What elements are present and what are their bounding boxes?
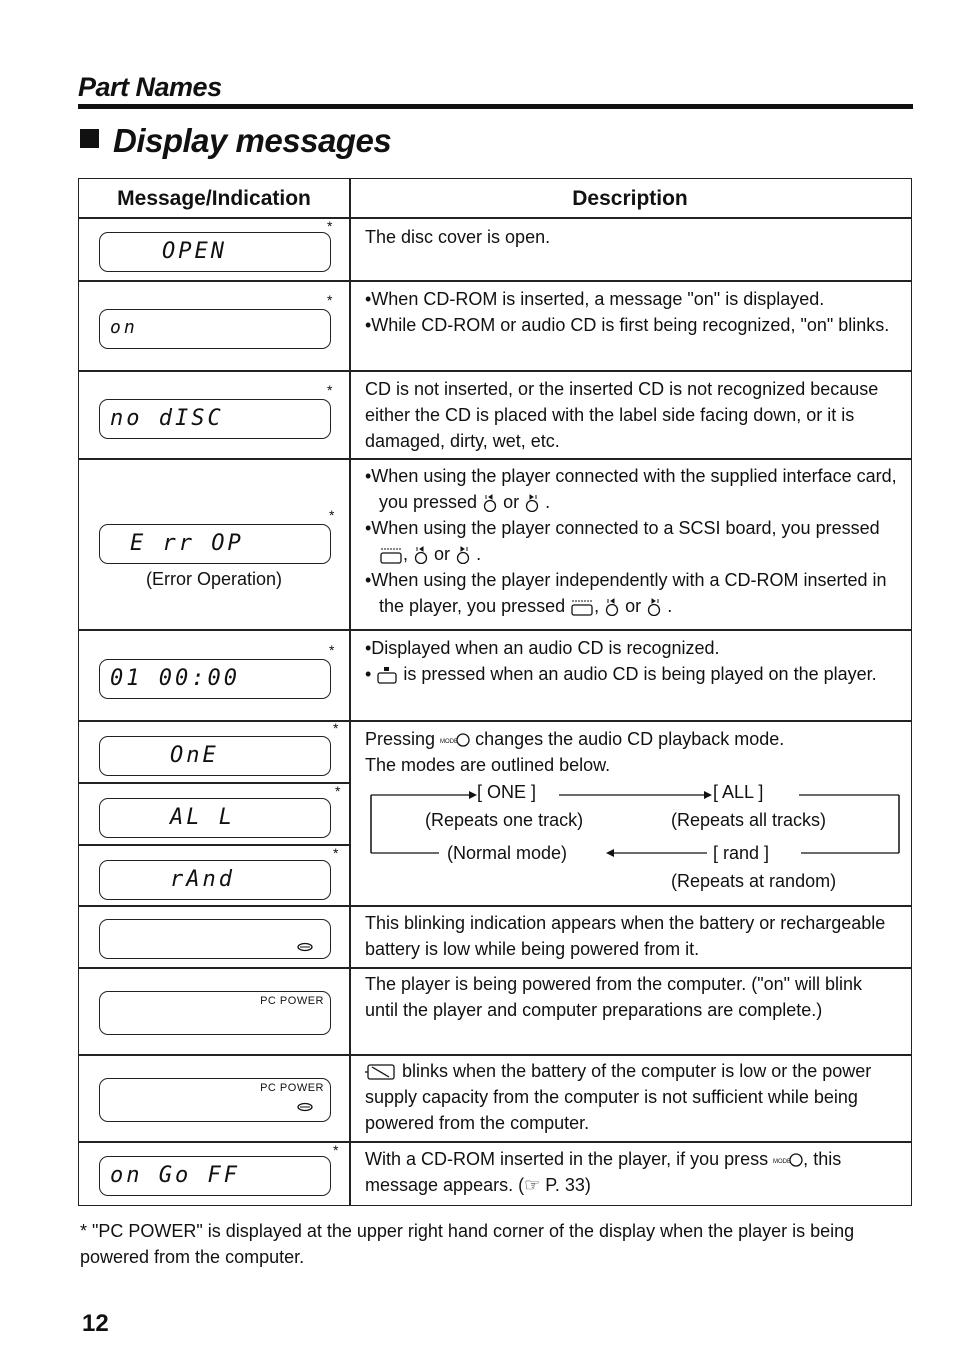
display-messages-table <box>78 178 912 1206</box>
stop-button-icon <box>376 666 398 684</box>
skip-back-button-icon <box>604 598 620 616</box>
lcd-display-track-time <box>99 659 331 699</box>
footnote-star: * <box>333 1142 339 1158</box>
battery-icon <box>296 1102 314 1112</box>
svg-text:MODE: MODE <box>440 739 459 746</box>
row-divider <box>79 782 349 784</box>
mode-normal-label: (Normal mode) <box>447 843 568 863</box>
lcd-display-no-disc <box>99 399 331 439</box>
mode-all-label: [ ALL ] <box>713 782 764 802</box>
mode-one-label: [ ONE ] <box>477 782 537 802</box>
pc-power-button-icon <box>379 546 403 564</box>
lcd-display-all <box>99 798 331 838</box>
computer-battery-icon <box>365 1063 397 1081</box>
row-divider <box>79 905 911 907</box>
desc-pc-battery-text: blinks when the battery of the computer is low or the power supply capacity from the computer is not sufficient while being powered from the computer. <box>365 1061 872 1133</box>
svg-text:MODE: MODE <box>773 1159 792 1166</box>
mode-rand-label: [ rand ] <box>713 843 770 863</box>
desc-error-text-3a: •When using the player independently with a CD-ROM inserted in the player, you pressed <box>365 570 887 616</box>
desc-error-bullet-1: •When using the player connected with the supplied interface card, you pressed or . <box>365 466 897 512</box>
row-divider <box>79 280 911 282</box>
lcd-text-one: OnE <box>170 743 219 768</box>
desc-error-text-1a: •When using the player connected with the supplied interface card, you pressed <box>365 466 897 512</box>
lcd-display-error <box>99 524 331 564</box>
footnote-star: * <box>329 507 335 523</box>
desc-on <box>365 286 900 338</box>
skip-back-button-icon <box>413 546 429 564</box>
row-divider <box>79 844 349 846</box>
lcd-display-open <box>99 232 331 272</box>
error-operation-caption: (Error Operation) <box>145 569 283 589</box>
skip-back-button-icon <box>482 494 498 512</box>
heading-text: Display messages <box>113 122 392 159</box>
footnote-star: * <box>329 642 335 658</box>
mode-one-desc: (Repeats one track) <box>425 810 584 830</box>
row-divider <box>79 720 911 722</box>
lcd-pc-power-text: PC POWER <box>260 1082 324 1094</box>
desc-error-bullet-3: •When using the player independently with a CD-ROM inserted in the player, you pressed , or . <box>365 570 887 616</box>
desc-battery: This blinking indication appears when the battery or rechargeable battery is low while being powered from it. <box>365 913 886 959</box>
row-divider <box>79 458 911 460</box>
desc-on-goff-text-a: With a CD-ROM inserted in the player, if you press <box>365 1149 769 1169</box>
desc-track-time-text-2: is pressed when an audio CD is being played on the player. <box>403 664 877 684</box>
page-number: 12 <box>82 1310 109 1337</box>
desc-track-time-bullet-1: •Displayed when an audio CD is recognized. <box>365 638 720 658</box>
desc-pc-battery <box>365 1058 900 1136</box>
desc-track-time <box>365 635 900 687</box>
lcd-text-no-disc: no dISC <box>110 406 224 431</box>
lcd-pc-power-text: PC POWER <box>260 995 324 1007</box>
lcd-display-on <box>99 309 331 349</box>
desc-play-mode-line-1 <box>365 726 900 752</box>
footnote-star: * <box>327 292 333 308</box>
desc-no-disc: CD is not inserted, or the inserted CD is not recognized because either the CD is placed with the label side facing down, or it is damaged, dirty, wet, etc. <box>365 379 879 451</box>
lcd-text-all: AL L <box>170 805 235 830</box>
footnote-star: * <box>333 720 339 736</box>
desc-pc-power: The player is being powered from the computer. ("on" will blink until the player and computer preparations are complete.) <box>365 974 863 1020</box>
battery-icon <box>296 942 314 952</box>
desc-play-mode-text-1b: changes the audio CD playback mode. <box>475 729 785 749</box>
footnote: * "PC POWER" is displayed at the upper right hand corner of the display when the player is being powered from the computer. <box>80 1221 855 1267</box>
lcd-text-on-goff: on Go FF <box>110 1163 240 1188</box>
mode-button-icon <box>773 1152 803 1168</box>
header-message: Message/Indication <box>117 187 311 210</box>
row-divider <box>79 370 911 372</box>
row-divider <box>79 1141 911 1143</box>
skip-forward-button-icon <box>455 546 471 564</box>
row-divider <box>79 967 911 969</box>
mode-rand-desc: (Repeats at random) <box>671 871 837 891</box>
row-divider <box>79 1054 911 1056</box>
lcd-text-on: on <box>110 317 138 338</box>
lcd-display-battery <box>99 919 331 959</box>
desc-track-time-bullet-2: • is pressed when an audio CD is being played on the player. <box>365 664 877 684</box>
play-mode-cycle-diagram <box>369 779 905 891</box>
column-divider <box>349 179 351 1205</box>
desc-on-goff: With a CD-ROM inserted in the player, if you press MODE , this message appears. (☞ P. 33) <box>365 1149 842 1195</box>
desc-error-text-1b: or <box>503 492 520 512</box>
footnote-star: * <box>327 382 333 398</box>
desc-error-bullet-2: •When using the player connected to a SCSI board, you pressed , or . <box>365 518 880 564</box>
page-heading <box>80 122 391 160</box>
desc-error-text-3b: or <box>625 596 642 616</box>
desc-on-bullet-1: •When CD-ROM is inserted, a message "on" is displayed. <box>365 289 825 309</box>
title-rule <box>78 104 913 109</box>
skip-forward-button-icon <box>524 494 540 512</box>
lcd-text-error: E rr OP <box>130 531 244 556</box>
row-divider <box>79 217 911 219</box>
lcd-display-pc-battery <box>99 1078 331 1122</box>
desc-play-mode-text-1a: Pressing <box>365 729 436 749</box>
lcd-text-rand: rAnd <box>170 867 235 892</box>
row-divider <box>79 629 911 631</box>
lcd-display-one <box>99 736 331 776</box>
mode-all-desc: (Repeats all tracks) <box>671 810 827 830</box>
lcd-display-rand <box>99 860 331 900</box>
lcd-display-on-goff <box>99 1156 331 1196</box>
lcd-text-track-time: 01 00:00 <box>110 666 240 691</box>
mode-button-icon <box>440 732 470 748</box>
heading-square-icon <box>80 129 99 148</box>
desc-error <box>365 463 900 619</box>
footnote-star: * <box>333 845 339 861</box>
desc-open: The disc cover is open. <box>365 227 551 247</box>
desc-on-bullet-2: •While CD-ROM or audio CD is first being recognized, "on" blinks. <box>365 315 890 335</box>
header-description: Description <box>572 187 688 210</box>
desc-error-text-2b: or <box>434 544 451 564</box>
desc-error-text-2a: •When using the player connected to a SCSI board, you pressed <box>365 518 880 538</box>
section-title: Part Names <box>78 72 222 102</box>
desc-on-goff-text-b: this message appears. (☞ P. 33) <box>365 1149 842 1195</box>
lcd-display-pc-power <box>99 991 331 1035</box>
footnote-star: * <box>327 218 333 234</box>
desc-play-mode <box>365 726 900 778</box>
footnote-star: * <box>335 783 341 799</box>
pc-power-button-icon <box>570 598 594 616</box>
desc-play-mode-line-2: The modes are outlined below. <box>365 755 611 775</box>
lcd-text-open: OPEN <box>162 239 227 264</box>
skip-forward-button-icon <box>646 598 662 616</box>
